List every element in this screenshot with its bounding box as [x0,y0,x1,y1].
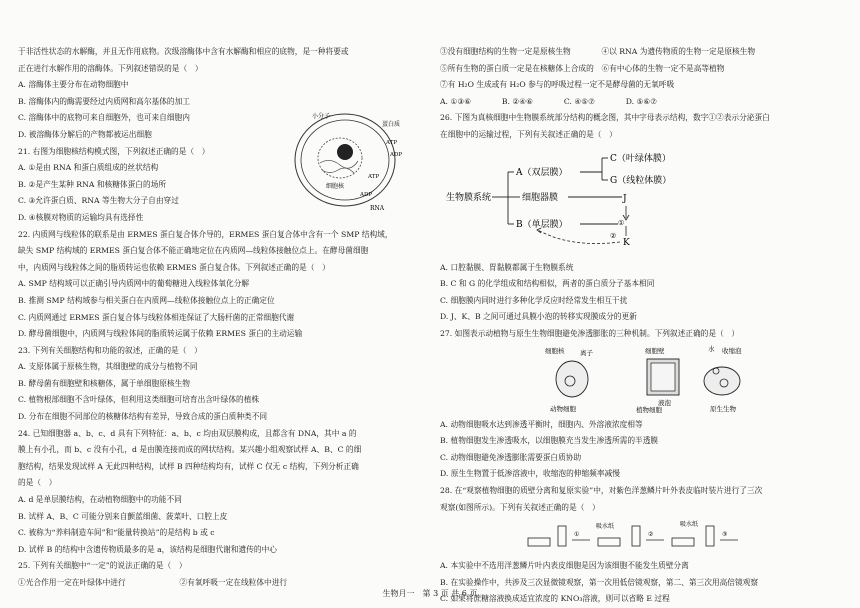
label-water: 水 [708,344,715,353]
left-text-line-32: ①光合作用一定在叶绿体中进行 ②有氧呼吸一定在线粒体中进行 [18,578,288,587]
left-text-line-3: B. 溶酶体内的酶需要经过内质网和高尔基体的加工 [18,96,190,106]
node-j: J [623,193,627,204]
left-text-line-30: D. 试样 B 的结构中含遗传物质最多的是 a，该结构是细胞代谢和遗传的中心 [18,544,277,554]
label-rna: RNA [370,205,385,212]
left-text-line-17: D. 酵母菌细胞中，内质网与线粒体间的脂质转运属于依赖 ERMES 蛋白的主动运输 [18,329,303,339]
left-text-line-9: C. ③允许蛋白质、RNA 等生物大分子自由穿过 [18,196,179,206]
node-organelle: 细胞器膜 [522,192,559,203]
node-k: K [623,237,630,248]
left-text-line-20: B. 酵母菌有细胞壁和核糖体，属于单细胞原核生物 [18,378,190,388]
right-column [440,44,850,608]
left-text-line-26: 的是（ ） [18,478,57,488]
osmotic-cells-diagram [440,343,850,413]
left-text-line-31: 25. 下列有关细胞中“一定”的说法正确的是（ ） [18,561,187,571]
plasmolysis-experiment-diagram [440,516,850,554]
left-text-line-4: C. 溶酶体中的底物可来自细胞外，也可来自细胞内 [18,113,190,123]
label-nucleus: 细胞核 [326,183,345,190]
left-text-line-18: 23. 下列有关细胞结构和功能的叙述，正确的是（ ） [18,345,202,355]
right-text-line-c-0: A. 动物细胞吸水达到渗透平衡时，细胞内、外溶液浓度相等 [440,419,643,429]
node-a: A（双层膜） [516,167,568,178]
left-text-line-21: C. 植物根部细胞不含叶绿体，但利用这类细胞可培育出含叶绿体的植株 [18,395,260,405]
right-text-line-c-3: D. 原生生物置于低渗溶液中，收缩泡的伸缩频率减慢 [440,469,620,479]
left-text-line-23: 24. 已知细胞器 a、b、c、d 具有下列特征：a、b、c 均由双层膜构成，且都含有 DNA，其中 a 的 [18,428,357,438]
label-animal-cell: 动物细胞 [550,404,576,413]
label-adp-1: ADP [390,152,403,158]
right-text-line-c-5: 观察(如图所示)。下列有关叙述正确的是（ ） [440,502,600,512]
left-text-line-13: 中，内质网与线粒体之间的脂质转运也依赖 ERMES 蛋白复合体。下列叙述正确的是（ ） [18,262,330,272]
membrane-system-diagram [440,144,850,256]
right-text-line-a-2: ⑦有 H₂O 生成或有 H₂O 参与的呼吸过程一定不是酵母菌的无氧呼吸 [440,80,675,90]
node-b: B（单层膜） [516,219,568,230]
node-g: G（线粒体膜） [610,175,672,186]
right-text-line-a-5: 在细胞中的运输过程，下列有关叙述正确的是（ ） [440,129,617,139]
right-text-line-b-4: 27. 如图表示动植物与原生生物细胞避免渗透膨胀的三种机制。下列叙述正确的是（ ） [440,328,740,338]
left-text-line-24: 膜上有小孔，而 b、c 没有小孔，d 是由膜连接而成的网状结构。某兴趣小组观察试样 A、B、C 的细 [18,445,362,455]
arrow-2-label: ② [610,231,617,240]
membrane-system-label: 生物膜系统 [446,192,492,203]
left-text-line-2: A. 溶酶体主要分布在动物细胞中 [18,80,129,90]
arrow-1-label: ① [618,218,625,227]
label-atp-2: ATP [368,174,380,180]
left-text-line-5: D. 被溶酶体分解后的产物都被运出细胞 [18,129,152,139]
left-text-line-27: A. d 是单层膜结构，在动植物细胞中的功能不同 [18,495,182,505]
left-text-line-15: B. 推测 SMP 结构域参与相关蛋白在内质网—线粒体接触位点上的正确定位 [18,295,275,305]
right-text-line-c-1: B. 植物细胞发生渗透吸水，以细胞膜充当发生渗透所需的半透膜 [440,436,659,446]
right-text-line-c-2: C. 动物细胞避免渗透膨胀需要蛋白质协助 [440,452,582,462]
right-text-line-a-3: A. ①③⑥ B. ②④⑥ C. ④⑤⑦ D. ⑤⑥⑦ [440,96,658,106]
label-protein: 蛋白质 [382,121,401,128]
right-text-line-a-0: ③没有细胞结构的生物一定是原核生物 ④以 RNA 为遗传物质的生物一定是原核生物 [440,47,756,56]
left-text-line-28: B. 试样 A、B、C 可能分别来自颤蓝细菌、菠菜叶、口腔上皮 [18,511,228,521]
blotting-paper-1: 吸水纸 [596,523,615,531]
step-1-label: ① [574,531,580,539]
nucleus-diagram [290,108,410,213]
left-text-line-14: A. SMP 结构域可以正确引导内质网中的葡萄糖进入线粒体氧化分解 [18,279,250,289]
left-text-line-8: B. ②是产生某种 RNA 和核糖体蛋白的场所 [18,179,167,189]
left-text-line-22: D. 分布在细胞不同部位的核糖体结构有差异，导致合成的蛋白质种类不同 [18,412,268,422]
label-plant-cell: 植物细胞 [636,405,662,413]
right-text-line-d-2: C. 如果将蔗糖溶液换成适宜浓度的 KNO₃溶液，则可以省略 E 过程 [440,594,670,604]
label-contractile-vacuole: 收缩泡 [722,346,742,355]
label-cell-wall: 细胞壁 [645,346,665,355]
right-text-line-c-4: 28. 在“观察植物细胞的质壁分离和复原实验”中，对紫色洋葱鳞片叶外表皮临时装片进行了三次 [440,485,763,495]
label-vacuole: 液泡 [658,398,671,407]
left-text-line-7: A. ①是由 RNA 和蛋白质组成的丝状结构 [18,163,159,173]
left-text-line-16: C. 内质网通过 ERMES 蛋白复合体与线粒体相连保证了大肠杆菌的正常细胞代谢 [18,312,295,322]
left-text-line-19: A. 支原体属于原核生物，其细胞壁的成分与植物不同 [18,362,198,372]
left-text-line-11: 22. 内质网与线粒体的联系是由 ERMES 蛋白复合体介导的，ERMES 蛋白复合体中含有一个 SMP 结构域， [18,229,393,239]
left-text-line-6: 21. 右图为细胞核结构模式图，下列叙述正确的是（ ） [18,146,210,156]
left-text-line-10: D. ④核膜对物质的运输均具有选择性 [18,212,144,222]
right-text-line-b-2: C. 细胞膜内同时进行多种化学反应时经常发生相互干扰 [440,295,628,305]
label-nucleus-cell: 细胞核 [545,346,565,355]
right-text-line-d-0: A. 本实验中不选用洋葱鳞片叶内表皮细胞是因为该细胞不能发生质壁分离 [440,561,689,571]
right-text-line-b-1: B. C 和 G 的化学组成和结构相似，两者的蛋白质分子基本相同 [440,279,655,289]
step-2-label: ② [648,531,654,539]
right-text-line-d-1: B. 在实验操作中，共涉及三次显微镜观察，第一次用低倍镜观察，第二、第三次用高倍镜观察 [440,577,759,587]
left-text-line-0: 于非活性状态的水解酶，并且无作用底物。次级溶酶体中含有水解酶和相应的底物，是一种将要或 [18,47,349,56]
right-text-line-a-4: 26. 下图为真核细胞中生物膜系统部分结构的概念图，其中字母表示结构，数字①②表示分泌蛋白 [440,113,770,123]
right-text-line-a-1: ⑤所有生物的蛋白质一定是在核糖体上合成的 ⑥有中心体的生物一定不是高等植物 [440,63,725,73]
label-adp-2: ADP [360,192,373,198]
blotting-paper-2: 吸水纸 [680,521,699,529]
page-footer: 生物月一 第 3 页 共 6 页 [382,589,478,598]
label-atp-1: ATP [386,140,398,146]
left-text-line-29: C. 被称为“养料制造车间”和“能量转换站”的是结构 b 或 c [18,528,215,538]
left-text-line-25: 胞结构，结果发现试样 A 无此四种结构，试样 B 四种结构均有，试样 C 仅无 c 结构，下列分析正确 [18,461,359,471]
left-text-line-1: 正在进行水解作用的溶酶体。下列叙述错误的是（ ） [18,63,203,73]
label-protist: 原生生物 [710,404,736,413]
step-3-label: ③ [722,531,728,539]
label-ion: 离子 [580,348,593,357]
right-text-line-b-3: D. J、K、B 之间可通过具膜小泡的转移实现膜成分的更新 [440,312,637,322]
right-text-line-b-0: A. 口腔黏膜、胃黏膜都属于生物膜系统 [440,262,574,272]
left-text-line-12: 缺失 SMP 结构域的 ERMES 蛋白复合体不能正确地定位在内质网—线粒体接触位点上。在酵母菌细胞 [18,246,369,256]
label-small-molecule: 小分子 [312,113,331,120]
node-c: C（叶绿体膜） [610,153,671,164]
